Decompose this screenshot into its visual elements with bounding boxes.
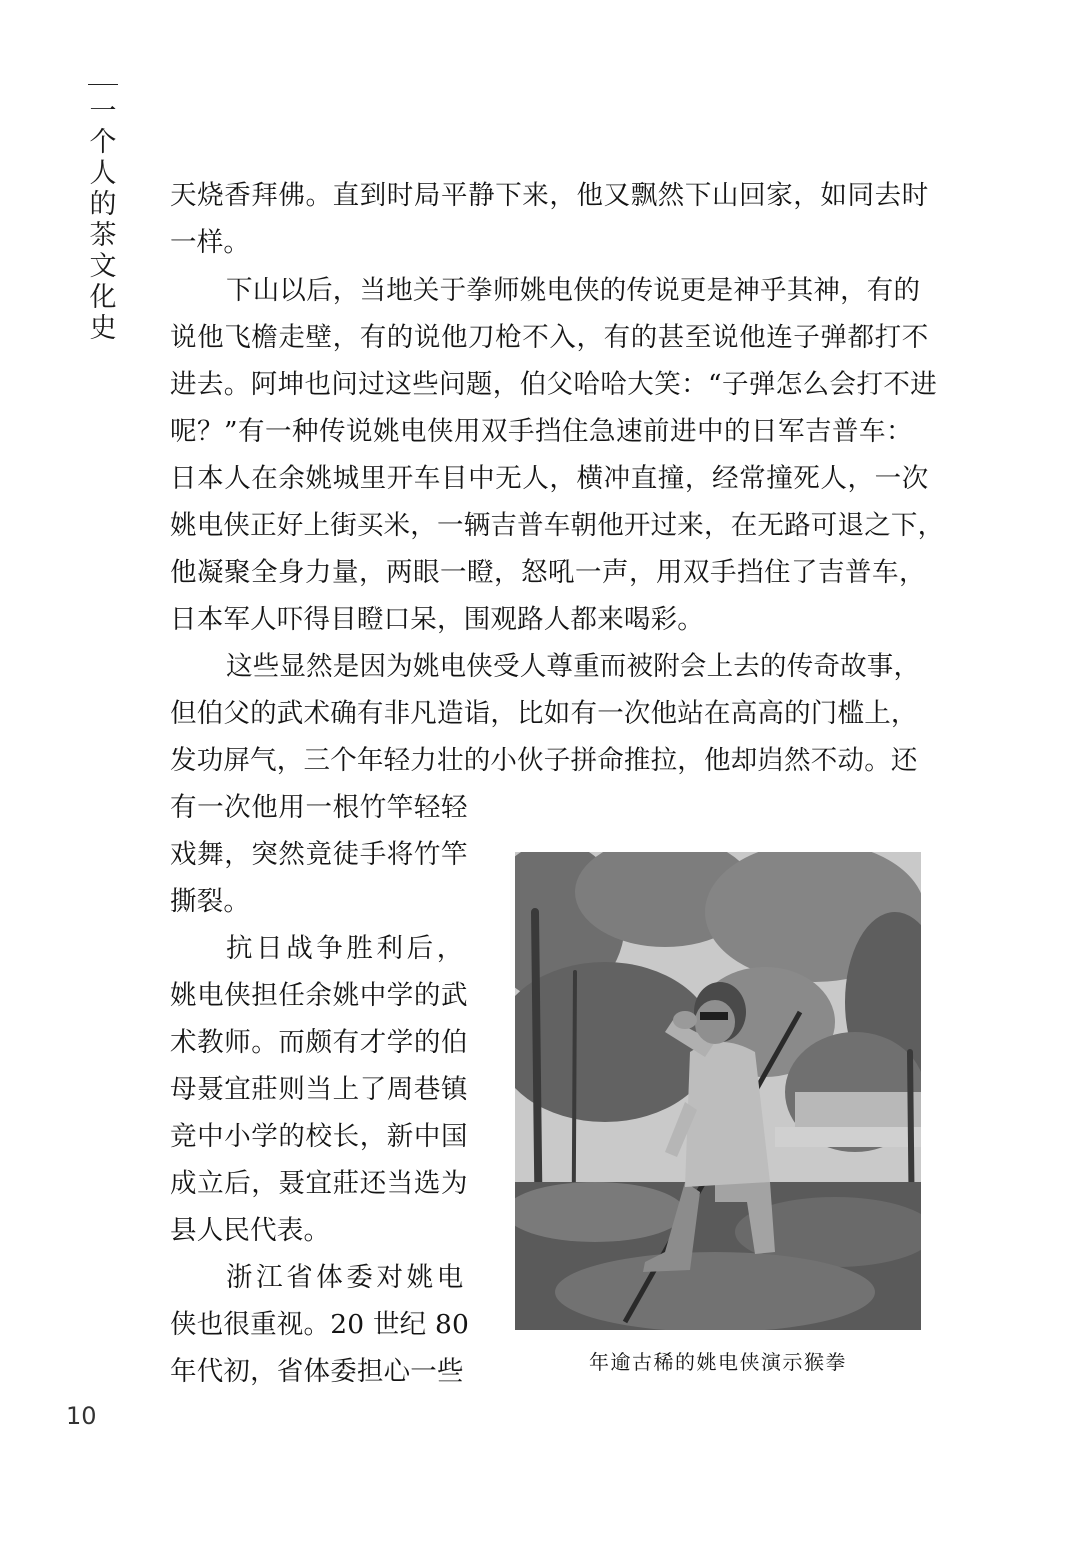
running-title-char: 一 bbox=[89, 96, 117, 127]
body-line: 戏舞，突然竟徒手将竹竿 bbox=[170, 839, 469, 870]
running-title-char: 个 bbox=[89, 127, 117, 158]
body-line: 进去。阿坤也问过这些问题，伯父哈哈大笑：“子弹怎么会打不进 bbox=[170, 369, 938, 400]
running-title-char: 文 bbox=[89, 251, 117, 282]
body-line: 母聂宜莊则当上了周巷镇 bbox=[170, 1074, 469, 1105]
body-line: 天烧香拜佛。直到时局平静下来，他又飘然下山回家，如同去时 bbox=[170, 180, 929, 211]
body-line: 这些显然是因为姚电侠受人尊重而被附会上去的传奇故事， bbox=[226, 651, 921, 682]
photo-building bbox=[795, 1092, 921, 1132]
body-line: 呢？”有一种传说姚电侠用双手挡住急速前进中的日军吉普车： bbox=[170, 416, 914, 447]
running-header-rule bbox=[88, 84, 118, 85]
body-line: 县人民代表。 bbox=[170, 1215, 331, 1246]
body-line: 侠也很重视。20 世纪 80 bbox=[170, 1309, 470, 1340]
body-line: 他凝聚全身力量，两眼一瞪，怒吼一声，用双手挡住了吉普车， bbox=[170, 557, 926, 588]
body-line: 年代初，省体委担心一些 bbox=[170, 1356, 464, 1387]
body-line: 下山以后，当地关于拳师姚电侠的传说更是神乎其神，有的 bbox=[226, 275, 921, 306]
page-number: 10 bbox=[66, 1402, 97, 1430]
body-line: 姚电侠担任余姚中学的武 bbox=[170, 980, 469, 1011]
photo-illustration bbox=[515, 852, 921, 1330]
body-line: 日本军人吓得目瞪口呆，围观路人都来喝彩。 bbox=[170, 604, 704, 635]
body-line: 术教师。而颇有才学的伯 bbox=[170, 1027, 469, 1058]
body-line: 发功屏气，三个年轻力壮的小伙子拼命推拉，他却岿然不动。还 bbox=[170, 745, 918, 776]
running-title-char: 的 bbox=[89, 189, 117, 220]
body-line: 成立后，聂宜莊还当选为 bbox=[170, 1168, 469, 1199]
body-line: 浙江省体委对姚电 bbox=[226, 1262, 467, 1293]
figure-caption: 年逾古稀的姚电侠演示猴拳 bbox=[589, 1350, 847, 1374]
body-line: 一样。 bbox=[170, 227, 251, 258]
body-line: 但伯父的武术确有非凡造诣，比如有一次他站在高高的门槛上， bbox=[170, 698, 918, 729]
photo-water bbox=[775, 1127, 921, 1147]
running-title-char: 史 bbox=[89, 313, 117, 344]
figure-photo bbox=[515, 852, 921, 1330]
body-line: 竞中小学的校长，新中国 bbox=[170, 1121, 469, 1152]
running-title bbox=[86, 96, 120, 344]
running-title-char: 人 bbox=[89, 158, 117, 189]
running-title-char: 茶 bbox=[89, 220, 117, 251]
body-line: 姚电侠正好上街买米，一辆吉普车朝他开过来，在无路可退之下， bbox=[170, 510, 945, 541]
body-line: 抗日战争胜利后， bbox=[226, 933, 467, 964]
body-line: 撕裂。 bbox=[170, 886, 251, 917]
body-line: 有一次他用一根竹竿轻轻 bbox=[170, 792, 469, 823]
body-line: 说他飞檐走壁，有的说他刀枪不入，有的甚至说他连子弹都打不 bbox=[170, 322, 929, 353]
running-title-char: 化 bbox=[89, 282, 117, 313]
body-line: 日本人在余姚城里开车目中无人，横冲直撞，经常撞死人，一次 bbox=[170, 463, 929, 494]
